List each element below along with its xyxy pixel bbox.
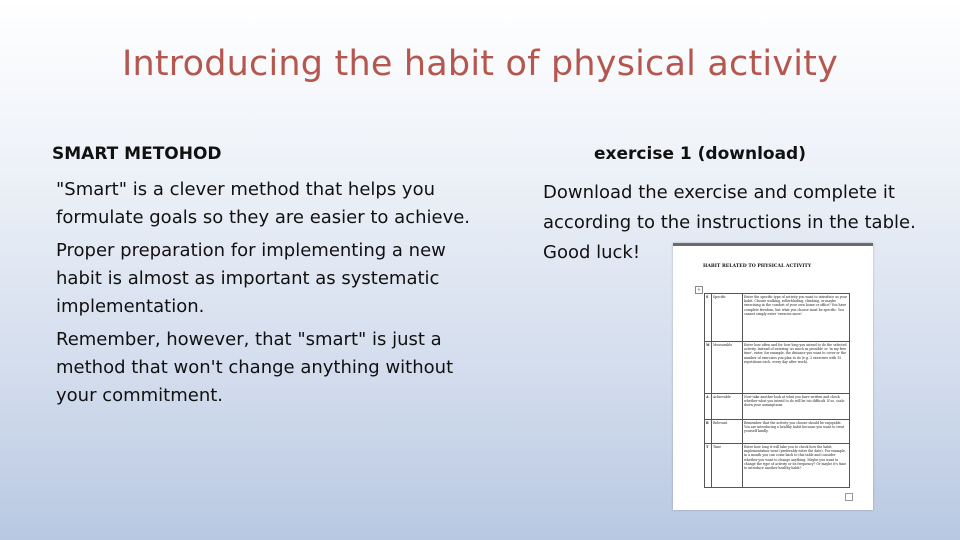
exercise-document-preview[interactable] bbox=[673, 243, 873, 510]
table-move-handle-icon: + bbox=[696, 287, 702, 293]
row-name: Achievable bbox=[712, 394, 743, 420]
smart-method-body bbox=[56, 176, 476, 415]
row-name: Time bbox=[712, 444, 743, 488]
exercise-line-1: Download the exercise and complete it bbox=[543, 182, 895, 203]
row-text: Enter how often and for how long you intend to do the selected activity. Instead of entering 'as much as possible' or 'in my free time', enter, for example, the distance you want to cover or the number of exercises you plan to do (e.g. 3 exercises with 15 repetitions each, every day after work). bbox=[743, 342, 850, 394]
smart-paragraph-1: "Smart" is a clever method that helps you formulate goals so they are easier to achieve. bbox=[56, 179, 471, 228]
row-name: Specific bbox=[712, 294, 743, 342]
row-name: Measurable bbox=[712, 342, 743, 394]
exercise-line-3: Good luck! bbox=[543, 242, 641, 263]
row-text: Enter the specific type of activity you want to introduce as your habit. Choose walking, rollerblading, climbing, or maybe exercising in the comfort of your own home or office? You have complete freedom, but what you choose must be specific. You cannot simply enter 'exercise more'. bbox=[743, 294, 850, 342]
exercise-heading: exercise 1 (download) bbox=[594, 144, 806, 164]
row-text: Remember that the activity you choose should be enjoyable. You are introducing a healthy habit because you want to treat yourself kindly. bbox=[743, 420, 850, 444]
smart-method-heading: SMART METOHOD bbox=[52, 144, 222, 164]
row-letter: T bbox=[705, 444, 712, 488]
document-title: HABIT RELATED TO PHYSICAL ACTIVITY bbox=[703, 264, 812, 269]
row-letter: S bbox=[705, 294, 712, 342]
table-row bbox=[705, 294, 850, 342]
table-row bbox=[705, 444, 850, 488]
slide-title: Introducing the habit of physical activity bbox=[121, 44, 839, 84]
row-letter: R bbox=[705, 420, 712, 444]
row-text: Now take another look at what you have written and check whether what you intend to do will be too difficult. If so, scale down your assumptions. bbox=[743, 394, 850, 420]
smart-table bbox=[704, 293, 850, 488]
table-row bbox=[705, 342, 850, 394]
smart-paragraph-2: Proper preparation for implementing a new habit is almost as important as systematic implementation. bbox=[56, 240, 446, 317]
row-letter: A bbox=[705, 394, 712, 420]
row-name: Relevant bbox=[712, 420, 743, 444]
table-row bbox=[705, 420, 850, 444]
exercise-line-2: according to the instructions in the table. bbox=[543, 212, 916, 233]
table-row bbox=[705, 394, 850, 420]
row-letter: M bbox=[705, 342, 712, 394]
smart-paragraph-3: Remember, however, that "smart" is just a method that won't change anything without your commitment. bbox=[56, 329, 454, 406]
row-text: Enter how long it will take you to check how the habit implementation went (preferably enter the date). For example, in a month you can come back to this table and consider whether you want to change anything. Maybe you want to change the type of activity or its frequency? Or maybe it's time to introduce another healthy habit? bbox=[743, 444, 850, 488]
resize-handle-icon bbox=[845, 493, 853, 501]
